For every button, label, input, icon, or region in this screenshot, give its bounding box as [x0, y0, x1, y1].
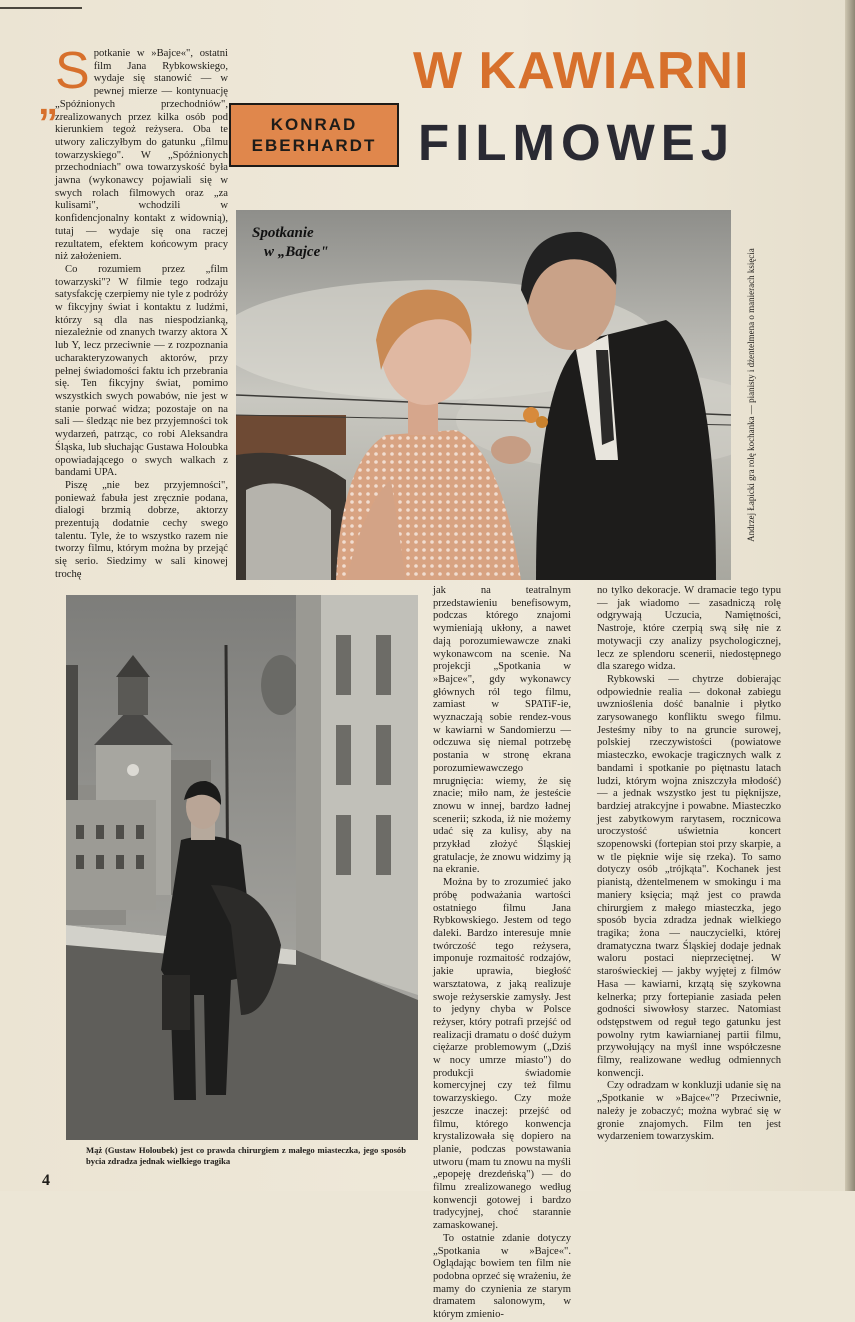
column-2-paragraph-2: Można by to zrozumieć jako próbę podważania wartości ostatniego filmu Jana Rybkowskiego. Jestem od tego daleki. Bardzo interesuje mnie twórczość tego reżysera, imponuje rozmaitość rodzajów, jakie uprawia, biegłość warsztatowa, z jaką realizuje swoje reżyserskie zamysły. Jest to jedyny chyba w Polsce reżyser, który potrafi przejść od realizacji dramatu o dość dużym ciężarze problemowym („Dziś w nocy umrze miasto") do produkcji świadomie komercyjnej czy też filmu towarzyskiego. Czy może jeszcze inaczej: przejść od filmu, którego konwencja krystalizowała się dopiero na planie, podczas powstawania utworu (mam tu znowu na myśli „epopeję drezdeńską") — do filmu zrealizowanego według konwencji gotowej i bardzo tradycyjnej, choć starannie zamaskowanej.	[433, 877, 571, 1232]
author-last-name: EBERHARDT	[251, 136, 377, 155]
column-3-paragraph-3: Czy odradzam w konkluzji udanie się na „Spotkanie w »Bajce«"? Przeciwnie, należy je zobaczyć; można wybrać się w gronie znajomych. Film ten jest wydarzeniem towarzyskim.	[597, 1080, 781, 1143]
drop-cap: S	[55, 42, 90, 100]
photo-couple-caption	[252, 224, 372, 262]
photo-couple	[236, 210, 731, 580]
photo-couple-caption-line-2: w „Bajce"	[264, 244, 329, 260]
intro-paragraph-1	[55, 42, 228, 264]
author-box	[229, 103, 399, 167]
page-edge-shadow	[845, 0, 855, 1191]
article-column-2	[433, 585, 571, 1322]
photo-man-walking-caption: Mąż (Gustaw Holoubek) jest co prawda chirurgiem z małego miasteczka, jego sposób bycia zdradza jednak wielkiego tragika	[86, 1145, 406, 1166]
column-3-paragraph-2: Rybkowski — chytrze dobierając odpowiednie realia — dokonał zabiegu uwznioślenia dość banalnie i płytko zarysowanego konfliktu swego filmu. Jesteśmy niby to na gruncie surowej, polskiej rzeczywistości (powiatowe miasteczko, ewokacje tragicznych walk z bandami i spotkanie po piętnastu latach ludzi, którym wojna zniszczyła młodość) — a jednak wszystko jest tu pięknijsze, bardziej atrakcyjne i powabne. Miasteczko jest zabytkowym rarytasem, rocznicowa uroczystość uświetnia koncert szopenowski (fortepian stoi przy skarpie, a w tle pięknie wije się rzeka). To samo dotyczy osób „trójkąta". Kochanek jest pianistą, dżentelmenem w smokingu i ma maniery księcia; mąż jest co prawda chirurgiem z małego miasteczka, jego sposób bycia zdradza jednak wielkiego tragika; żona — nauczycielki, której dramatyczna twarz Śląskiej dodaje jednak waloru postaci nieprzeciętnej. W staroświeckiej — jakby wyjętej z filmów Hasa — kawiarni, krzątą się szykowna kelnerka; przy fortepianie zasiada pełen godności siwowłosy starzec. Natomiast odstępstwem od reguł tego gatunku jest powolny rytm kawiarnianej partii filmu, przywołujący na myśl inne współczesne filmy, realizowane według odmiennych konwencji.	[597, 673, 781, 1079]
headline-line-2: FILMOWEJ	[418, 114, 736, 171]
column-2-paragraph-1: jak na teatralnym przedstawieniu benefisowym, podczas którego znajomi wymieniają ukłony, a nawet dają porozumiewawcze znaki wykonawcom na scenie. Na projekcji „Spotkania w »Bajce«", gdy wykonawcy głównych ról tego filmu, zamiast w SPATiF-ie, wyznaczają sobie rendez-vous w kawiarni w Sandomierzu — odczuwa się niemal potrzebę postania w stronę ekrana porozumiewawczego mrugnięcia: wiemy, że się znacie; miło nam, że jesteście znowu w innej, bardzo ładnej scenerii; szkoda, iż nie możemy udać się za kulisy, aby na przykład złożyć Śląskiej gratulacje, że znowu widzimy ją na ekranie.	[433, 585, 571, 876]
article-column-3	[597, 585, 781, 1144]
photo-couple-caption-line-1: Spotkanie	[252, 225, 314, 241]
headline-line-1: W KAWIARNI	[413, 42, 750, 100]
drop-quote-mark: „	[38, 79, 58, 123]
intro-column	[55, 42, 228, 582]
column-3-paragraph-1: no tylko dekoracje. W dramacie tego typu — jak wiadomo — zasadniczą rolę odgrywają Uczucia, Namiętności, Nastroje, które czerpią swą siłę nie z motywacji czy analizy psychologicznej, lecz ze splendoru scenerii, niedostępnego dla szarego widza.	[597, 585, 781, 673]
top-rule	[0, 7, 82, 9]
column-2-paragraph-3: To ostatnie zdanie dotyczy „Spotkania w »Bajce«". Oglądając bowiem ten film nie podobna oprzeć się wrażeniu, że mamy do czynienia ze starym dramatem salonowym, w którym zmienio-	[433, 1232, 571, 1321]
photo-couple-side-caption: Andrzej Łapicki gra rolę kochanka — pianisty i dżentelmena o manierach księcia	[746, 248, 756, 542]
page-number: 4	[42, 1172, 50, 1189]
intro-paragraph-2: Co rozumiem przez „film towarzyski"? W filmie tego rodzaju satysfakcję czerpiemy nie tyle z podróży w fikcyjny świat i kontaktu z ludźmi, którzy są dla nas niespodzianką, niezależnie od znanych twarzy aktora X lub Y, lecz przeciwnie — z rozpoznania ucharakteryzowanych aktorów, przy pełnej świadomości faktu ich przebrania się. Ten fikcyjny świat, pomimo wszystkich swych powabów, nie jest w stanie porwać widza; pozostaje on na sali — śledząc nie bez przyjemności tok wydarzeń, patrząc, co robi Aleksandra Śląska, lub słuchając Gustawa Holoubka opowiadającego o swych walkach z bandami UPA.	[55, 263, 228, 479]
intro-paragraph-3: Piszę „nie bez przyjemności", ponieważ fabuła jest zręcznie podana, dialogi brzmią dobrze, aktorzy prezentują dodatnie cechy swego talentu. Tyle, że to wszystko razem nie tworzy filmu, którym można by przejąć się serio. Siedzimy w sali kinowej trochę	[55, 479, 228, 580]
photo-man-walking	[66, 595, 418, 1140]
author-first-name: KONRAD	[270, 115, 358, 134]
intro-paragraph-1-text: potkanie w »Bajce«", ostatni film Jana Rybkowskiego, wydaje się stanowić — w pewnej mierze — kontynuację „Spóźnionych przechodniów", zrealizowanych przez kilka osób pod kierunkiem tegoż reżysera. Oba te utwory zaliczyłbym do gatunku „filmu towarzyskiego". W „Spóźnionych przechodniach" owa towarzyskość była jawna (wykonawcy pojawiali się w swych rolach filmowych oraz „za kulisami", wchodzili w konfidencjonalny kontakt z widownią), tutaj — wydaje się ona raczej rezultatem, efektem końcowym pracy niż założeniem.	[55, 48, 228, 263]
